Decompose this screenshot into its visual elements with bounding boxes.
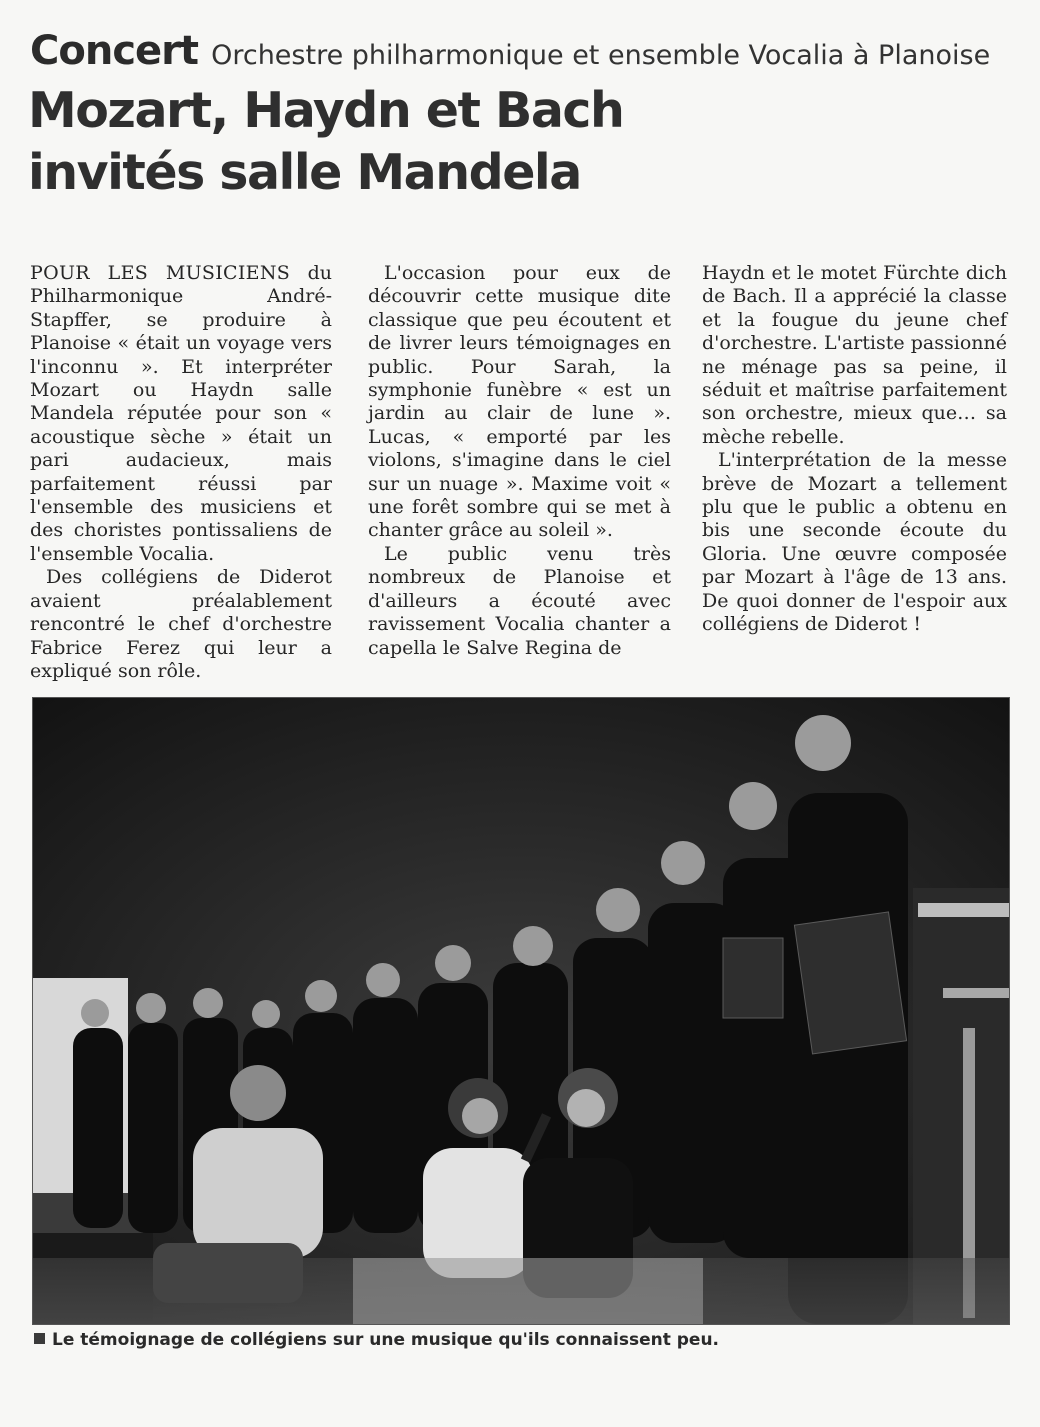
kicker-subtitle: Orchestre philharmonique et ensemble Vocalia à Planoise <box>211 40 991 71</box>
article-column-3 <box>702 262 1007 637</box>
headline <box>28 80 1008 204</box>
column-3-paragraph-1: Haydn et le motet Fürchte dich de Bach. Il a apprécié la classe et la fougue du jeune chef d'orchestre. L'artiste passionné ne ménage pas sa peine, il séduit et maîtrise parfaitement son orchestre, mieux que… sa mèche rebelle. <box>702 262 1007 448</box>
column-1-paragraph-2: Des collégiens de Diderot avaient préalablement rencontré le chef d'orchestre Fabrice Ferez qui leur a expliqué son rôle. <box>30 566 332 682</box>
caption-text: Le témoignage de collégiens sur une musique qu'ils connaissent peu. <box>52 1330 720 1350</box>
column-1-paragraph-1-text: du Philharmonique André-Stapffer, se produire à Planoise « était un voyage vers l'inconnu ». Et interpréter Mozart ou Haydn salle Mandela réputée pour son « acoustique sèche » était un pari audacieux, mais parfaitement réussi par l'ensemble des musiciens et des choristes pontissaliens de l'ensemble Vocalia. <box>30 262 332 565</box>
concert-photo <box>32 697 1010 1325</box>
column-1-paragraph-1 <box>30 262 332 566</box>
column-3-paragraph-2: L'interprétation de la messe brève de Mozart a tellement plu que le public a obtenu en bis une seconde écoute du Gloria. Une œuvre composée par Mozart à l'âge de 13 ans. De quoi donner de l'espoir aux collégiens de Diderot ! <box>702 449 1007 636</box>
article-column-2 <box>368 262 671 660</box>
headline-line-1: Mozart, Haydn et Bach <box>28 82 624 139</box>
headline-line-2: invités salle Mandela <box>28 144 581 201</box>
caption-bullet-icon <box>34 1333 45 1344</box>
section-kicker: Concert <box>30 28 198 74</box>
kicker-row <box>30 28 990 74</box>
photo-caption <box>34 1330 719 1350</box>
column-2-paragraph-2: Le public venu très nombreux de Planoise et d'ailleurs a écouté avec ravissement Vocalia chanter a capella le Salve Regina de <box>368 542 671 659</box>
column-2-paragraph-1: L'occasion pour eux de découvrir cette musique dite classique que peu écoutent et de livrer leurs témoignages en public. Pour Sarah, la symphonie funèbre « est un jardin au clair de lune ». Lucas, « emporté par les violons, s'imagine dans le ciel sur un nuage ». Maxime voit « une forêt sombre qui se met à chanter grâce au soleil ». <box>368 262 671 542</box>
lead-in: POUR LES MUSICIENS <box>30 262 291 284</box>
article-column-1 <box>30 262 332 683</box>
concert-photo-illustration <box>33 698 1009 1324</box>
